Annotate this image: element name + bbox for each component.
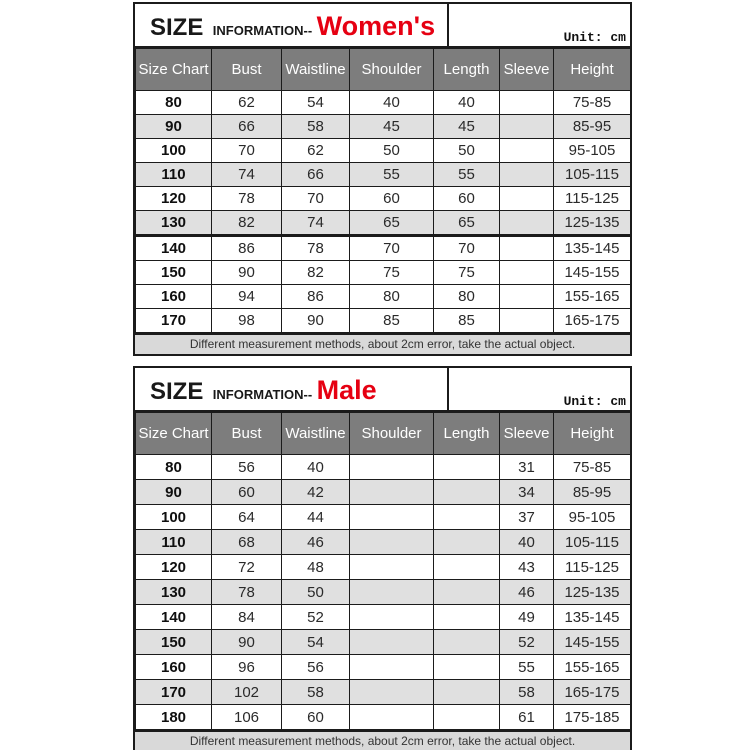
page: [0, 2, 750, 750]
cell: 105-115: [554, 530, 631, 555]
cell: [434, 705, 500, 730]
cell: 49: [500, 605, 554, 630]
cell: 40: [434, 91, 500, 115]
table-row: [136, 530, 631, 555]
header-row: [136, 413, 631, 455]
column-header-height: Height: [554, 49, 631, 91]
table-row: [136, 187, 631, 211]
cell: 155-165: [554, 655, 631, 680]
cell: 58: [282, 115, 350, 139]
size-cell: 80: [136, 455, 212, 480]
cell: 155-165: [554, 285, 631, 309]
cell: [500, 139, 554, 163]
cell: [500, 211, 554, 236]
cell: [434, 505, 500, 530]
size-cell: 180: [136, 705, 212, 730]
size-cell: 80: [136, 91, 212, 115]
cell: 105-115: [554, 163, 631, 187]
cell: [434, 455, 500, 480]
cell: 34: [500, 480, 554, 505]
table-row: [136, 580, 631, 605]
cell: 94: [212, 285, 282, 309]
cell: 64: [212, 505, 282, 530]
cell: 52: [500, 630, 554, 655]
womens-unit-cell: [447, 4, 630, 46]
table-row: [136, 309, 631, 333]
cell: 86: [212, 236, 282, 261]
column-header-sleeve: Sleeve: [500, 413, 554, 455]
cell: [434, 530, 500, 555]
cell: 70: [282, 187, 350, 211]
title-subject-word: Male: [316, 375, 377, 405]
cell: 96: [212, 655, 282, 680]
cell: 50: [282, 580, 350, 605]
cell: 106: [212, 705, 282, 730]
cell: 45: [350, 115, 434, 139]
cell: 70: [434, 236, 500, 261]
womens-title-row: [135, 4, 630, 48]
cell: 75-85: [554, 455, 631, 480]
size-cell: 160: [136, 655, 212, 680]
cell: 43: [500, 555, 554, 580]
cell: [500, 236, 554, 261]
cell: 135-145: [554, 236, 631, 261]
cell: 61: [500, 705, 554, 730]
male-size-table: [133, 366, 632, 750]
cell: 62: [212, 91, 282, 115]
cell: 74: [282, 211, 350, 236]
unit-label: Unit: cm: [563, 30, 626, 45]
table-row: [136, 236, 631, 261]
cell: 72: [212, 555, 282, 580]
title-size-word: SIZE: [150, 378, 204, 405]
cell: 98: [212, 309, 282, 333]
cell: 165-175: [554, 309, 631, 333]
cell: 40: [500, 530, 554, 555]
size-cell: 90: [136, 480, 212, 505]
male-unit-cell: [447, 368, 630, 410]
cell: 55: [434, 163, 500, 187]
size-cell: 130: [136, 211, 212, 236]
table-row: [136, 605, 631, 630]
title-info-word: INFORMATION--: [212, 387, 313, 402]
cell: [350, 680, 434, 705]
cell: [500, 309, 554, 333]
cell: 175-185: [554, 705, 631, 730]
cell: 60: [212, 480, 282, 505]
cell: [350, 455, 434, 480]
cell: [350, 580, 434, 605]
size-cell: 90: [136, 115, 212, 139]
size-cell: 100: [136, 505, 212, 530]
cell: [500, 163, 554, 187]
title-size-word: SIZE: [150, 14, 204, 41]
column-header-waistline: Waistline: [282, 49, 350, 91]
cell: 80: [350, 285, 434, 309]
cell: 37: [500, 505, 554, 530]
cell: [500, 285, 554, 309]
size-cell: 140: [136, 605, 212, 630]
cell: 85-95: [554, 115, 631, 139]
column-header-size-chart: Size Chart: [136, 413, 212, 455]
column-header-waistline: Waistline: [282, 413, 350, 455]
cell: 70: [212, 139, 282, 163]
cell: 85-95: [554, 480, 631, 505]
table-row: [136, 680, 631, 705]
male-data-table: [135, 412, 631, 730]
cell: [500, 91, 554, 115]
size-cell: 160: [136, 285, 212, 309]
cell: [350, 530, 434, 555]
size-cell: 150: [136, 261, 212, 285]
table-row: [136, 211, 631, 236]
size-cell: 150: [136, 630, 212, 655]
unit-label: Unit: cm: [563, 394, 626, 409]
cell: 102: [212, 680, 282, 705]
cell: 85: [350, 309, 434, 333]
cell: 95-105: [554, 505, 631, 530]
column-header-length: Length: [434, 49, 500, 91]
cell: 42: [282, 480, 350, 505]
size-cell: 130: [136, 580, 212, 605]
cell: 85: [434, 309, 500, 333]
cell: 80: [434, 285, 500, 309]
cell: 78: [282, 236, 350, 261]
cell: 54: [282, 91, 350, 115]
cell: 60: [434, 187, 500, 211]
cell: 31: [500, 455, 554, 480]
cell: 40: [350, 91, 434, 115]
cell: 145-155: [554, 261, 631, 285]
column-header-shoulder: Shoulder: [350, 413, 434, 455]
size-cell: 170: [136, 309, 212, 333]
cell: 40: [282, 455, 350, 480]
cell: [434, 555, 500, 580]
cell: [500, 261, 554, 285]
cell: 55: [350, 163, 434, 187]
cell: 48: [282, 555, 350, 580]
table-row: [136, 455, 631, 480]
cell: 68: [212, 530, 282, 555]
cell: 82: [282, 261, 350, 285]
cell: 75-85: [554, 91, 631, 115]
cell: [434, 655, 500, 680]
cell: 82: [212, 211, 282, 236]
cell: 86: [282, 285, 350, 309]
table-row: [136, 505, 631, 530]
cell: 55: [500, 655, 554, 680]
cell: 46: [500, 580, 554, 605]
cell: [350, 480, 434, 505]
table-row: [136, 91, 631, 115]
column-header-sleeve: Sleeve: [500, 49, 554, 91]
womens-table-title: [135, 4, 447, 46]
size-cell: 100: [136, 139, 212, 163]
cell: [350, 555, 434, 580]
cell: 78: [212, 580, 282, 605]
title-subject-word: Women's: [316, 11, 436, 41]
cell: 54: [282, 630, 350, 655]
cell: 78: [212, 187, 282, 211]
cell: 84: [212, 605, 282, 630]
cell: 70: [350, 236, 434, 261]
cell: 75: [350, 261, 434, 285]
cell: [500, 187, 554, 211]
table-row: [136, 555, 631, 580]
cell: [350, 630, 434, 655]
size-cell: 170: [136, 680, 212, 705]
table-row: [136, 630, 631, 655]
column-header-bust: Bust: [212, 49, 282, 91]
measurement-note: Different measurement methods, about 2cm error, take the actual object.: [135, 333, 630, 354]
table-row: [136, 115, 631, 139]
cell: 62: [282, 139, 350, 163]
table-row: [136, 163, 631, 187]
cell: [434, 605, 500, 630]
cell: 66: [212, 115, 282, 139]
measurement-note: Different measurement methods, about 2cm error, take the actual object.: [135, 730, 630, 750]
cell: 50: [434, 139, 500, 163]
cell: 46: [282, 530, 350, 555]
cell: 58: [500, 680, 554, 705]
cell: 125-135: [554, 580, 631, 605]
womens-data-table: [135, 48, 631, 333]
table-row: [136, 139, 631, 163]
womens-size-table: [133, 2, 632, 356]
cell: 125-135: [554, 211, 631, 236]
title-info-word: INFORMATION--: [212, 23, 313, 38]
column-header-size-chart: Size Chart: [136, 49, 212, 91]
size-cell: 110: [136, 163, 212, 187]
cell: 145-155: [554, 630, 631, 655]
cell: 58: [282, 680, 350, 705]
cell: 65: [434, 211, 500, 236]
cell: 65: [350, 211, 434, 236]
cell: 90: [282, 309, 350, 333]
cell: [350, 505, 434, 530]
cell: 56: [282, 655, 350, 680]
cell: [434, 480, 500, 505]
table-row: [136, 480, 631, 505]
cell: [434, 580, 500, 605]
cell: [350, 705, 434, 730]
cell: 56: [212, 455, 282, 480]
cell: 90: [212, 261, 282, 285]
cell: 50: [350, 139, 434, 163]
cell: 60: [350, 187, 434, 211]
cell: [350, 605, 434, 630]
cell: 90: [212, 630, 282, 655]
cell: 45: [434, 115, 500, 139]
cell: 95-105: [554, 139, 631, 163]
column-header-shoulder: Shoulder: [350, 49, 434, 91]
male-table-title: [135, 368, 447, 410]
cell: 60: [282, 705, 350, 730]
size-cell: 110: [136, 530, 212, 555]
table-row: [136, 261, 631, 285]
cell: 115-125: [554, 555, 631, 580]
table-row: [136, 705, 631, 730]
size-cell: 140: [136, 236, 212, 261]
column-header-height: Height: [554, 413, 631, 455]
table-row: [136, 655, 631, 680]
cell: 44: [282, 505, 350, 530]
cell: [434, 680, 500, 705]
size-cell: 120: [136, 555, 212, 580]
cell: 115-125: [554, 187, 631, 211]
male-title-row: [135, 368, 630, 412]
header-row: [136, 49, 631, 91]
column-header-bust: Bust: [212, 413, 282, 455]
column-header-length: Length: [434, 413, 500, 455]
cell: 165-175: [554, 680, 631, 705]
cell: 66: [282, 163, 350, 187]
cell: 135-145: [554, 605, 631, 630]
cell: [500, 115, 554, 139]
size-cell: 120: [136, 187, 212, 211]
cell: [350, 655, 434, 680]
table-row: [136, 285, 631, 309]
cell: 74: [212, 163, 282, 187]
cell: 52: [282, 605, 350, 630]
cell: [434, 630, 500, 655]
cell: 75: [434, 261, 500, 285]
